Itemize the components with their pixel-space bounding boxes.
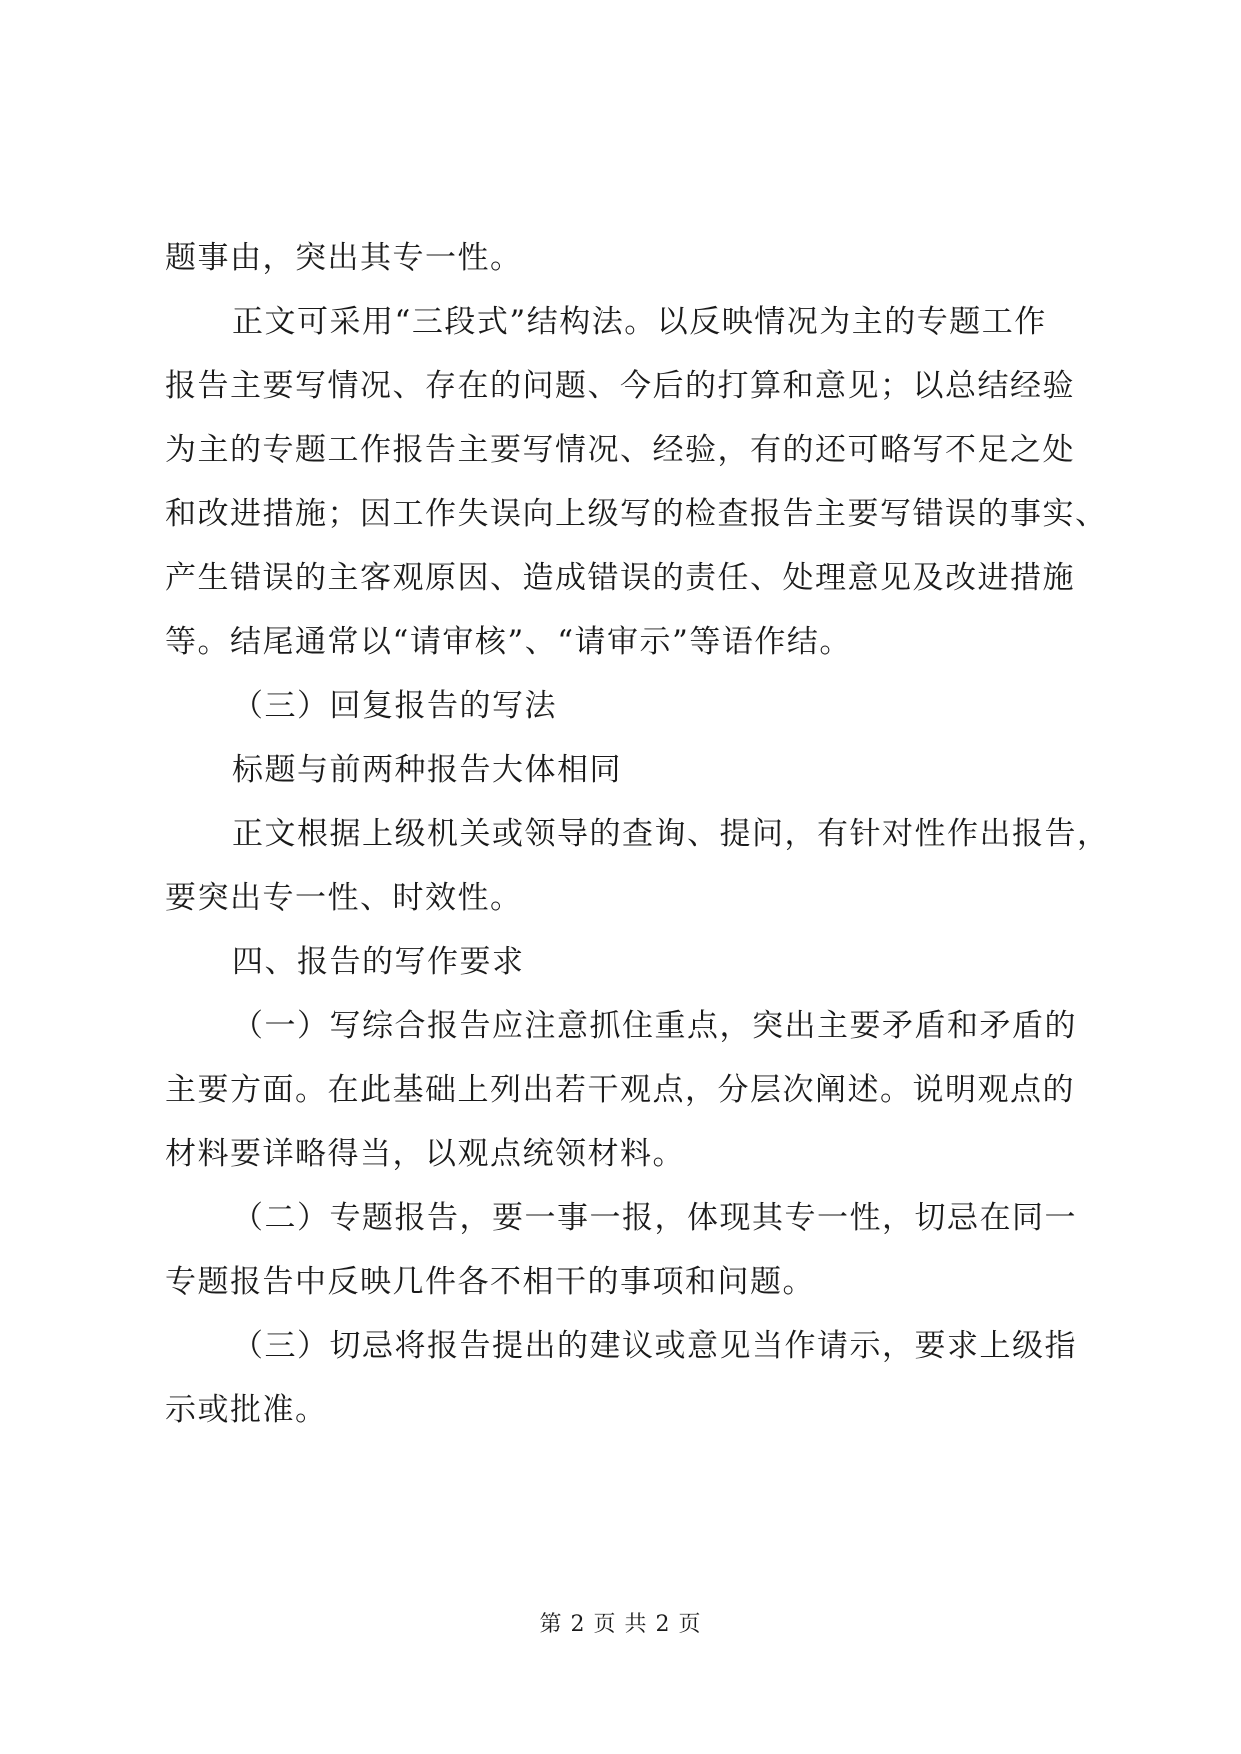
body-line: 和改进措施；因工作失误向上级写的检查报告主要写错误的事实、 (165, 496, 1108, 532)
body-line: 示或批准。 (165, 1392, 328, 1428)
body-line: 正文可采用“三段式”结构法。以反映情况为主的专题工作 (232, 304, 1047, 340)
section-heading: 四、报告的写作要求 (232, 944, 525, 980)
section-heading: （三）回复报告的写法 (232, 688, 557, 724)
body-line: 标题与前两种报告大体相同 (232, 752, 622, 788)
body-line: 等。结尾通常以“请审核”、“请审示”等语作结。 (165, 624, 852, 660)
page-number: 第 2 页 共 2 页 (539, 1612, 702, 1637)
body-line: 报告主要写情况、存在的问题、今后的打算和意见；以总结经验 (165, 368, 1075, 404)
body-line: 要突出专一性、时效性。 (165, 880, 523, 916)
body-line: 题事由，突出其专一性。 (165, 240, 523, 276)
body-line: （一）写综合报告应注意抓住重点，突出主要矛盾和矛盾的 (232, 1008, 1077, 1044)
body-line: 产生错误的主客观原因、造成错误的责任、处理意见及改进措施 (165, 560, 1075, 596)
body-line: 为主的专题工作报告主要写情况、经验，有的还可略写不足之处 (165, 432, 1075, 468)
body-line: 主要方面。在此基础上列出若干观点，分层次阐述。说明观点的 (165, 1072, 1075, 1108)
body-line: （二）专题报告，要一事一报，体现其专一性，切忌在同一 (232, 1200, 1077, 1236)
body-line: 正文根据上级机关或领导的查询、提问，有针对性作出报告， (232, 816, 1110, 852)
body-line: 专题报告中反映几件各不相干的事项和问题。 (165, 1264, 815, 1300)
body-line: 材料要详略得当，以观点统领材料。 (165, 1136, 685, 1172)
body-line: （三）切忌将报告提出的建议或意见当作请示，要求上级指 (232, 1328, 1077, 1364)
document-body (165, 226, 1110, 1442)
